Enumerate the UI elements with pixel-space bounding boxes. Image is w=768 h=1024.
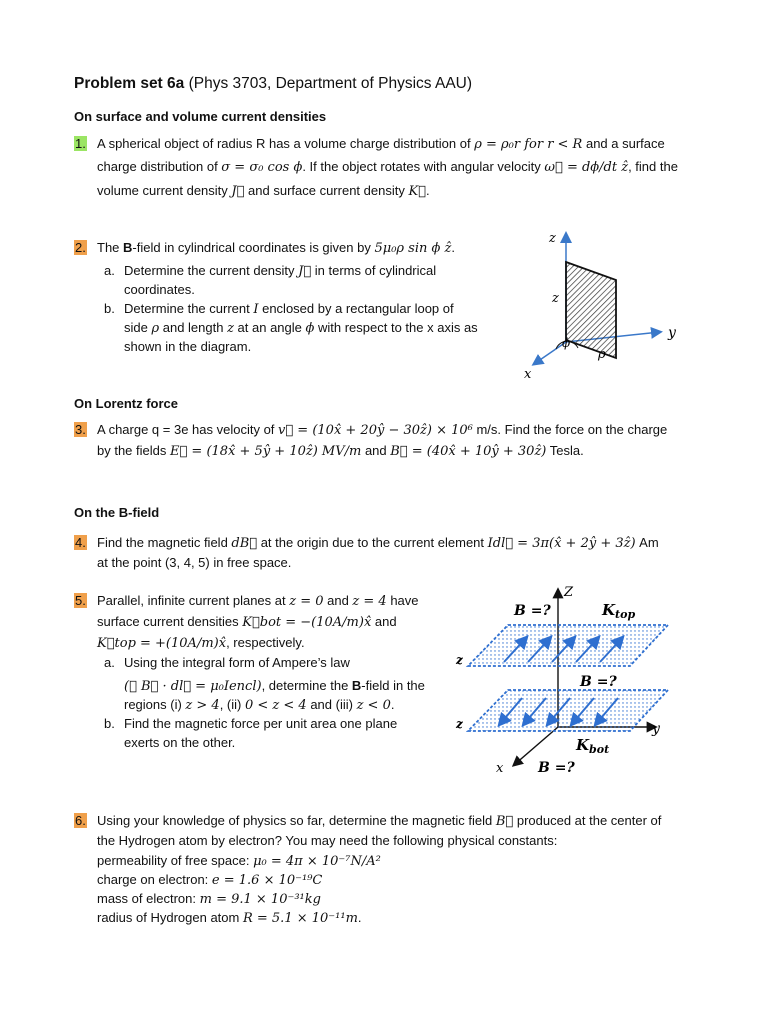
text: in terms of cylindrical (311, 263, 437, 278)
text: B (123, 240, 133, 255)
text: A charge q = 3e has velocity of (97, 422, 279, 437)
text: Using your knowledge of physics so far, determine the magnetic field (97, 813, 496, 828)
text: side (124, 320, 152, 335)
text: regions (i) (124, 697, 186, 712)
z-axis-label: Z (564, 585, 574, 600)
section-heading-current-densities: On surface and volume current densities (74, 109, 327, 124)
text: surface current densities (97, 614, 243, 629)
x-axis-label: x (496, 761, 504, 776)
text: and (361, 443, 391, 458)
math: dB⃗ (231, 536, 258, 551)
text: A spherical object of radius R has a volume charge distribution of (97, 136, 475, 151)
y-axis-label: y (652, 721, 660, 737)
text: -field in cylindrical coordinates is given by (132, 240, 375, 255)
b-bottom-label: B =? (538, 760, 575, 776)
text: B (351, 678, 362, 693)
z-top-plane-label: z (456, 653, 463, 667)
math: Idl⃗ = 3π(x̂ + 2ŷ + 3ẑ) (487, 536, 636, 551)
math: 0 < z < 4 (244, 698, 307, 713)
math: ρ (151, 321, 160, 336)
problem-2b-line-1 (124, 299, 454, 320)
text: , determine the (261, 678, 352, 693)
page-title (74, 74, 472, 94)
text: with respect to the x axis as (314, 320, 478, 335)
text: by the fields (97, 443, 170, 458)
z-axis-label: z (549, 231, 556, 246)
problem-2b-line-2 (124, 318, 478, 339)
x-axis-label: x (524, 367, 532, 382)
text: . (357, 910, 362, 925)
problem-number: 1. (75, 136, 86, 151)
text: charge on electron: (97, 872, 212, 887)
math: z = 0 (289, 594, 324, 609)
problem-5b-line-2: exerts on the other. (124, 735, 236, 750)
k-bot-label (575, 736, 609, 756)
subpart-label: a. (104, 263, 115, 278)
math: R = 5.1 × 10⁻¹¹m (242, 911, 358, 926)
problem-3-line-1 (97, 420, 667, 441)
text: Tesla. (546, 443, 584, 458)
text: Find the magnetic field (97, 535, 232, 550)
math: σ = σ₀ cos ϕ (221, 160, 303, 175)
subpart-label: a. (104, 655, 115, 670)
section-heading-b-field: On the B-field (74, 505, 160, 520)
problem-number: 6. (75, 813, 86, 828)
math: ρ = ρ₀r for r < R (474, 137, 583, 152)
text: charge distribution of (97, 159, 222, 174)
problem-4-line-2: at the point (3, 4, 5) in free space. (97, 555, 292, 570)
math: z (227, 321, 234, 336)
text: and (iii) (306, 697, 357, 712)
math: z < 0 (356, 698, 391, 713)
problem-5a-line-1: Using the integral form of Ampere’s law (124, 655, 350, 670)
phi-label: ϕ (562, 336, 571, 350)
y-axis-label: y (668, 325, 676, 341)
constant-hydrogen-radius (97, 908, 362, 929)
problem-2a-line-2: coordinates. (124, 282, 195, 297)
math: J⃗ (298, 264, 312, 279)
text: , find the (628, 159, 678, 174)
constant-permeability (97, 851, 381, 872)
text: , (ii) (219, 697, 245, 712)
text: Am (635, 535, 659, 550)
k-bot-subscript: bot (589, 743, 610, 756)
diagram-parallel-planes (450, 582, 680, 782)
text: , respectively. (226, 635, 305, 650)
text: -field in the (361, 678, 425, 693)
math: v⃗ = (10x̂ + 20ŷ − 30ẑ) × 10⁶ (278, 423, 473, 438)
diagram-cylindrical-loop (500, 220, 690, 390)
problem-4-line-1 (97, 533, 659, 554)
problem-number: 4. (75, 535, 86, 550)
text: . (425, 183, 430, 198)
rectangular-loop (566, 262, 616, 358)
math: B⃗ (495, 814, 514, 829)
problem-5-line-2 (97, 612, 397, 633)
text: produced at the center of (513, 813, 662, 828)
math: m = 9.1 × 10⁻³¹kg (199, 892, 321, 907)
math: (∮ B⃗ · dl⃗ = μ₀Iencl) (124, 679, 262, 694)
section-heading-lorentz: On Lorentz force (74, 396, 179, 411)
text: and length (159, 320, 228, 335)
k-bot-symbol: K (576, 736, 590, 754)
text: Determine the current (124, 301, 254, 316)
bottom-current-plane (468, 690, 668, 731)
text: Parallel, infinite current planes at (97, 593, 290, 608)
k-top-symbol: K (602, 601, 616, 619)
math: z = 4 (352, 594, 387, 609)
math: E⃗ = (18x̂ + 5ŷ + 10ẑ) MV/m (170, 444, 362, 459)
problem-2-line-1 (97, 238, 455, 259)
text: and a surface (582, 136, 665, 151)
problem-5b-line-1: Find the magnetic force per unit area one plane (124, 716, 398, 731)
text: permeability of free space: (97, 853, 254, 868)
text: at an angle (233, 320, 306, 335)
b-mid-label: B =? (580, 674, 617, 690)
math: z > 4 (185, 698, 220, 713)
k-top-subscript: top (615, 608, 636, 621)
math: e = 1.6 × 10⁻¹⁹C (211, 873, 323, 888)
math: K⃗bot = −(10A/m)x̂ (242, 615, 372, 630)
text: enclosed by a rectangular loop of (258, 301, 454, 316)
problem-1-line-1 (97, 134, 665, 155)
text: and surface current density (244, 183, 409, 198)
loop-side-z-label: z (552, 291, 559, 306)
b-top-label: B =? (514, 603, 551, 619)
text: The (97, 240, 124, 255)
problem-3-line-2 (97, 441, 584, 462)
math: ϕ (305, 321, 315, 336)
problem-2a-line-1 (124, 261, 436, 282)
problem-6-line-1 (97, 811, 661, 832)
problem-5-line-1 (97, 591, 419, 612)
problem-5-line-3 (97, 633, 305, 654)
math: 5μ₀ρ sin ϕ ẑ (374, 241, 452, 256)
text: volume current density (97, 183, 232, 198)
title-rest: (Phys 3703, Department of Physics AAU) (184, 75, 473, 92)
subpart-label: b. (104, 301, 115, 316)
text: and (323, 593, 353, 608)
problem-number: 2. (75, 240, 86, 255)
problem-1-line-3 (97, 181, 430, 202)
text: . (451, 240, 455, 255)
math: ω⃗ = dϕ/dt ẑ (544, 160, 629, 175)
rho-label: ρ (598, 347, 606, 362)
math: μ₀ = 4π × 10⁻⁷N/A² (253, 854, 381, 869)
constant-electron-mass (97, 889, 321, 910)
text: have (386, 593, 419, 608)
math: J⃗ (231, 184, 245, 199)
math: K⃗top = +(10A/m)x̂ (97, 636, 227, 651)
problem-number: 3. (75, 422, 86, 437)
z-bottom-plane-label: z (456, 717, 463, 731)
math: I (253, 302, 259, 317)
math: B⃗ = (40x̂ + 10ŷ + 30ẑ) (390, 444, 547, 459)
text: mass of electron: (97, 891, 200, 906)
math: K⃗ (408, 184, 426, 199)
constant-electron-charge (97, 870, 322, 891)
problem-number: 5. (75, 593, 86, 608)
text: radius of Hydrogen atom (97, 910, 243, 925)
text: m/s. Find the force on the charge (472, 422, 668, 437)
title-bold: Problem set 6a (74, 75, 185, 92)
text: . If the object rotates with angular velocity (302, 159, 545, 174)
text: Determine the current density (124, 263, 299, 278)
text: and (371, 614, 397, 629)
problem-6-line-2: the Hydrogen atom by electron? You may need the following physical constants: (97, 833, 558, 848)
subpart-label: b. (104, 716, 115, 731)
problem-5a-line-3 (124, 695, 394, 716)
text: . (390, 697, 395, 712)
problem-1-line-2 (97, 157, 678, 178)
problem-2b-line-3: shown in the diagram. (124, 339, 252, 354)
text: at the origin due to the current element (257, 535, 488, 550)
k-top-label (601, 601, 635, 621)
problem-5a-line-2 (124, 676, 425, 697)
